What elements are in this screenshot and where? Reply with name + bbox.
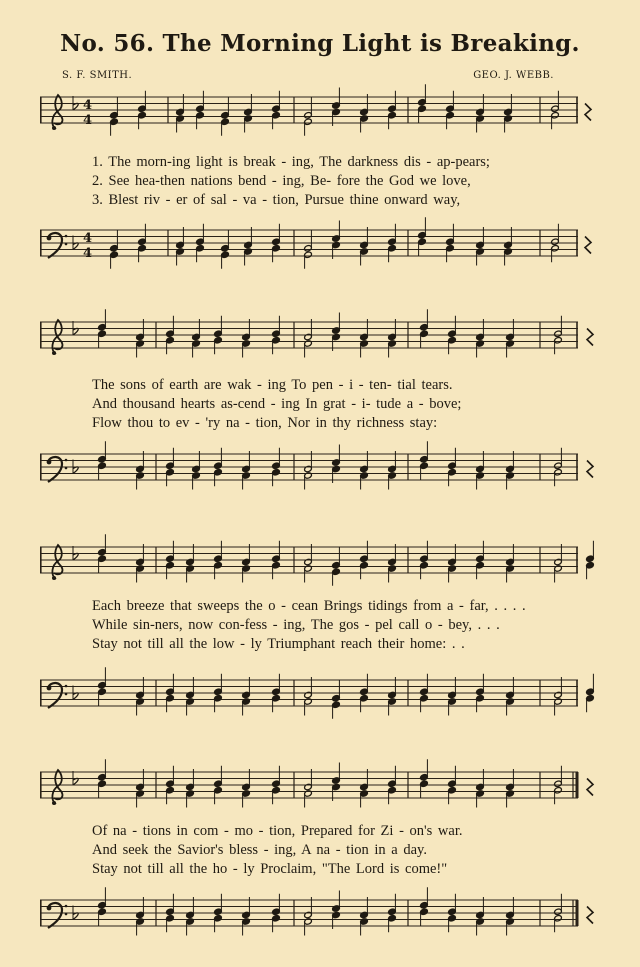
- staff-lines: [40, 320, 580, 354]
- rest-icon: [587, 461, 593, 478]
- note-chord: [388, 319, 397, 358]
- staff-lines: [40, 228, 580, 262]
- staff-lines: [40, 678, 580, 712]
- note-chord: [304, 319, 313, 358]
- note-chord: [476, 769, 485, 808]
- lyric-line: Flow thou to ev - 'ry na - tion, Nor in thy richness stay:: [92, 415, 438, 431]
- lyrics-block: [40, 597, 580, 654]
- note-chord: [360, 769, 369, 808]
- rest-icon: [585, 104, 591, 121]
- note-chord: [388, 544, 397, 583]
- note-chord: [360, 94, 369, 133]
- bass-staff: [40, 228, 580, 262]
- note-chord: [504, 227, 513, 266]
- note-chord: [476, 897, 485, 936]
- note-chord: [242, 677, 251, 716]
- note-chord: [304, 769, 313, 808]
- staff-lines: [40, 95, 580, 129]
- staff-lines: [40, 770, 580, 804]
- lyric-line: 1. The morn-ing light is break - ing, The darkness dis - ap-pears;: [92, 154, 490, 170]
- note-chord: [332, 221, 341, 260]
- note-chord: [586, 541, 595, 580]
- note-chord: [136, 897, 145, 936]
- rest-icon: [587, 329, 593, 346]
- staff-lines: [40, 898, 580, 932]
- note-chord: [186, 897, 195, 936]
- note-chord: [504, 94, 513, 133]
- note-chord: [242, 544, 251, 583]
- note-chord: [476, 94, 485, 133]
- note-chord: [506, 319, 515, 358]
- composer-credit: GEO. J. WEBB.: [473, 70, 554, 81]
- note-chord: [360, 897, 369, 936]
- note-chord: [332, 313, 341, 352]
- note-chord: [476, 227, 485, 266]
- lyric-line: Stay not till all the low - ly Triumphant reach their home: . .: [92, 636, 465, 652]
- note-chord: [476, 451, 485, 490]
- note-chord: [360, 451, 369, 490]
- note-chord: [136, 451, 145, 490]
- bass-staff: [40, 898, 580, 932]
- note-chord: [244, 94, 253, 133]
- note-chord: [244, 227, 253, 266]
- note-chord: [136, 769, 145, 808]
- note-chord: [476, 319, 485, 358]
- note-chord: [506, 544, 515, 583]
- lyric-line: And thousand hearts as-cend - ing In grat - i- tude a - bove;: [92, 396, 462, 412]
- note-chord: [304, 897, 313, 936]
- time-signature-top: 4: [83, 231, 93, 246]
- note-chord: [388, 451, 397, 490]
- time-signature-bottom: 4: [83, 113, 93, 128]
- lyric-line: 2. See hea-then nations bend - ing, Be- fore the God we love,: [92, 173, 471, 189]
- note-chord: [332, 891, 341, 930]
- note-chord: [242, 769, 251, 808]
- lyrics-block: [40, 376, 580, 433]
- note-chord: [242, 451, 251, 490]
- note-chord: [448, 544, 457, 583]
- note-chord: [506, 897, 515, 936]
- treble-clef-icon: [52, 770, 62, 805]
- note-chord: [136, 544, 145, 583]
- treble-staff: [40, 320, 580, 354]
- lyric-line: And seek the Savior's bless - ing, A na - tion in a day.: [92, 842, 427, 858]
- note-chord: [136, 677, 145, 716]
- lyric-line: The sons of earth are wak - ing To pen - i - ten- tial tears.: [92, 377, 453, 393]
- poet-credit: S. F. SMITH.: [62, 70, 133, 81]
- note-chord: [388, 677, 397, 716]
- hymn-title: No. 56. The Morning Light is Breaking.: [60, 30, 580, 57]
- note-chord: [506, 451, 515, 490]
- note-chord: [304, 677, 313, 716]
- lyric-line: 3. Blest riv - er of sal - va - tion, Pursue thine onward way,: [92, 192, 461, 208]
- lyric-line: Stay not till all the ho - ly Proclaim, "The Lord is come!": [92, 861, 448, 877]
- lyric-line: Each breeze that sweeps the o - cean Brings tidings from a - far, . . . .: [92, 598, 526, 614]
- note-chord: [554, 544, 563, 583]
- treble-staff: [40, 95, 580, 129]
- note-chord: [586, 674, 595, 713]
- note-chord: [332, 445, 341, 484]
- note-chord: [332, 763, 341, 802]
- note-chord: [192, 451, 201, 490]
- staff-lines: [40, 452, 580, 486]
- note-chord: [506, 769, 515, 808]
- note-chord: [332, 88, 341, 127]
- staff-lines: [40, 545, 580, 579]
- note-chord: [304, 451, 313, 490]
- treble-staff: [40, 770, 580, 804]
- lyrics-block: [40, 822, 580, 879]
- note-chord: [242, 897, 251, 936]
- note-chord: [186, 769, 195, 808]
- treble-clef-icon: [52, 545, 62, 580]
- note-chord: [304, 544, 313, 583]
- note-chord: [360, 319, 369, 358]
- note-chord: [242, 319, 251, 358]
- treble-clef-icon: [52, 320, 62, 355]
- note-chord: [192, 319, 201, 358]
- rest-icon: [585, 237, 591, 254]
- note-chord: [448, 677, 457, 716]
- note-chord: [186, 544, 195, 583]
- bass-staff: [40, 678, 580, 712]
- time-signature-top: 4: [83, 98, 93, 113]
- lyrics-block: [40, 153, 580, 210]
- note-chord: [186, 677, 195, 716]
- note-chord: [554, 677, 563, 716]
- rest-icon: [587, 907, 593, 924]
- note-chord: [506, 677, 515, 716]
- rest-icon: [587, 779, 593, 796]
- note-chord: [360, 227, 369, 266]
- treble-clef-icon: [52, 95, 62, 130]
- bass-staff: [40, 452, 580, 486]
- treble-staff: [40, 545, 580, 579]
- lyric-line: While sin-ners, now con-fess - ing, The gos - pel call o - bey, . . .: [92, 617, 500, 633]
- time-signature-bottom: 4: [83, 246, 93, 261]
- note-chord: [176, 227, 185, 266]
- lyric-line: Of na - tions in com - mo - tion, Prepared for Zi - on's war.: [92, 823, 463, 839]
- note-chord: [176, 94, 185, 133]
- note-chord: [136, 319, 145, 358]
